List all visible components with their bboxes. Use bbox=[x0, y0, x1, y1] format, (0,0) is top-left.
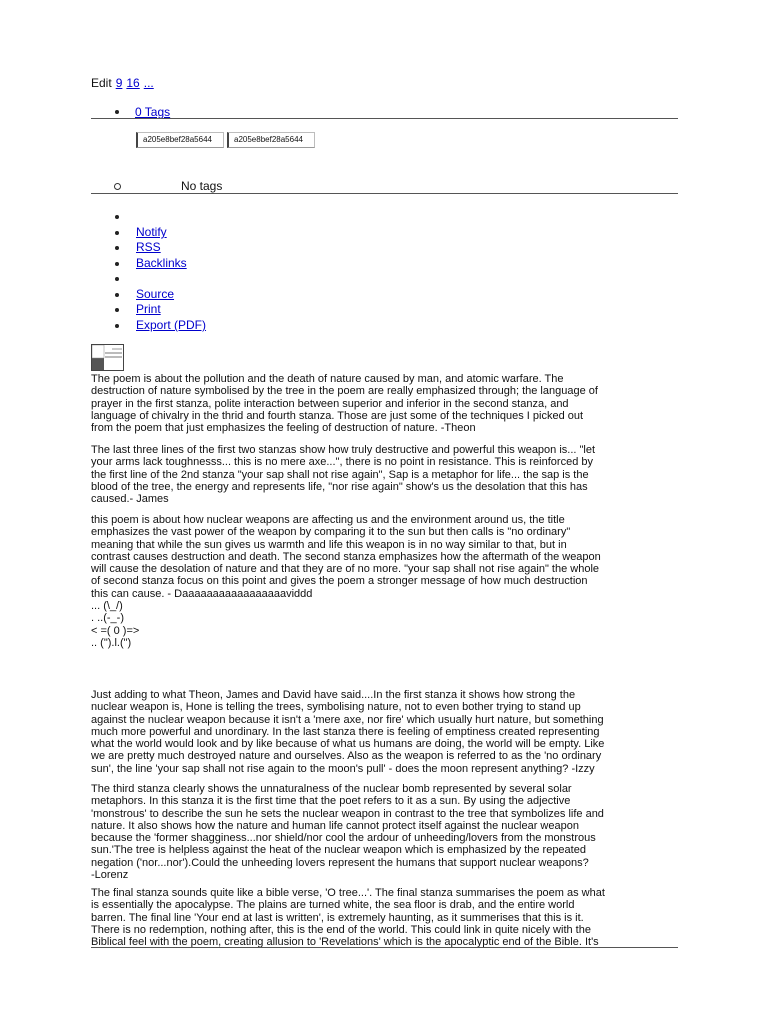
edit-label: Edit bbox=[91, 76, 112, 90]
thumbnail-icon bbox=[92, 345, 123, 370]
print-link[interactable]: Print bbox=[136, 302, 161, 316]
divider bbox=[91, 947, 678, 948]
comment-theon: The poem is about the pollution and the death of nature caused by man, and atomic warfare. The destruction of nature symbolised by the tree in the poem are really emphasized through; the language of prayer in the first stanza, polite interaction between superior and inferior in the second stanza, and language of chivalry in the thrid and fourth stanza. Those are just some of the techniques I picked out from the poem that just emphasizes the feeling of destruction of nature. -Theon bbox=[91, 373, 598, 435]
backlinks-link[interactable]: Backlinks bbox=[136, 256, 187, 270]
bullet-icon bbox=[115, 262, 119, 266]
tag-input-2[interactable]: a205e8bef28a5644 bbox=[227, 132, 315, 148]
comment-lorenz: The third stanza clearly shows the unnaturalness of the nuclear bomb represented by several solar metaphors. In this stanza it is the first time that the poet refers to it as a sun. By using the adjective 'monstrous' to describe the sun he sets the nuclear weapon in contrast to the tree that symbolizes life and nature. It also shows how the nature and human life cannot protect itself against the nuclear weapon because the 'former shagginess...nor shield/nor cool the ardour of unheeding/lovers from the monstrous sun.'The tree is helpless against the heat of the nuclear weapon which is emphasized by the repeated negation ('nor...nor').Could the unheeding lovers represent the humans that support nuclear weapons? -Lorenz bbox=[91, 783, 604, 882]
comment-david: this poem is about how nuclear weapons are affecting us and the environment around us, the title emphasizes the vast power of the weapon by comparing it to the sun but then calls is "no ordinary" meaning that while the sun gives us warmth and life this weapon is in no way similar to that, but in contrast causes destruction and death. The second stanza emphasizes how the aftermath of the weapon will cause the desolation of nature and that they are of no more. "your sap shall not rise again" the whole of second stanza focus on this point and gives the poem a stronger message of how much destruction this can cause. - Daaaaaaaaaaaaaaaaaviddd ... (\_/) . ..(-_-) < =( 0 )=> .. (").l.(") bbox=[91, 514, 601, 649]
bullet-icon bbox=[115, 246, 119, 250]
circle-bullet-icon bbox=[114, 183, 121, 190]
edit-toolbar bbox=[91, 76, 158, 90]
export-pdf-link[interactable]: Export (PDF) bbox=[136, 318, 207, 332]
source-link[interactable]: Source bbox=[136, 287, 175, 301]
more-revisions-link[interactable]: ... bbox=[143, 76, 154, 90]
bullet-icon bbox=[115, 293, 119, 297]
comment-izzy: Just adding to what Theon, James and David have said....In the first stanza it shows how strong the nuclear weapon is, Hone is telling the trees, symbolising nature, not to even bother trying to stand up against the nuclear weapon because it isn't a 'mere axe, nor fire' which usually hurt nature, but something much more powerful and unordinary. In the last stanza there is feeling of emptiness created representing what the world would look and by like because of what us humans are doing, the world will be empty. Like we are pretty much destroyed nature and ourselves. Also as the weapon is referred to as the 'no ordinary sun', the line 'your sap shall not rise again to the moon's pull' - does the moon represent anything? -Izzy bbox=[91, 689, 605, 775]
bullet-icon bbox=[115, 110, 119, 114]
revision-link-9[interactable]: 9 bbox=[115, 76, 123, 90]
bullet-icon bbox=[115, 277, 119, 281]
bullet-icon bbox=[115, 324, 119, 328]
tag-input-1[interactable]: a205e8bef28a5644 bbox=[136, 132, 224, 148]
bullet-icon bbox=[115, 308, 119, 312]
revision-link-16[interactable]: 16 bbox=[126, 76, 140, 90]
bullet-icon bbox=[115, 215, 119, 219]
notify-link[interactable]: Notify bbox=[136, 225, 167, 239]
comment-final-stanza: The final stanza sounds quite like a bible verse, 'O tree...'. The final stanza summarises the poem as what is essentially the apocalypse. The plains are turned white, the sea floor is drab, and the entire world barren. The final line 'Your end at last is written', is extremely haunting, as it summerises that this is it. There is no redemption, nothing after, this is the end of the world. This could link in quite nicely with the Biblical feel with the poem, creating allusion to 'Revelations' which is the apocalyptic end of the Bible. It's bbox=[91, 887, 605, 949]
rss-link[interactable]: RSS bbox=[136, 240, 161, 254]
divider bbox=[91, 193, 678, 194]
no-tags-label: No tags bbox=[181, 179, 223, 193]
comment-james: The last three lines of the first two stanzas show how truly destructive and powerful this weapon is... "let your arms lack toughnesss... this is no mere axe...", there is no point in resistance. This is reinforced by the first line of the 2nd stanza "your sap shall not rise again", Sap is a metaphor for life... the sap is the blood of the tree, the energy and represents life, "nor rise again" show's us the desolation that this has caused.- James bbox=[91, 444, 596, 506]
page-thumbnail-image bbox=[91, 344, 124, 371]
bullet-icon bbox=[115, 231, 119, 235]
tags-toggle-link[interactable]: 0 Tags bbox=[135, 105, 171, 119]
divider bbox=[91, 118, 678, 119]
